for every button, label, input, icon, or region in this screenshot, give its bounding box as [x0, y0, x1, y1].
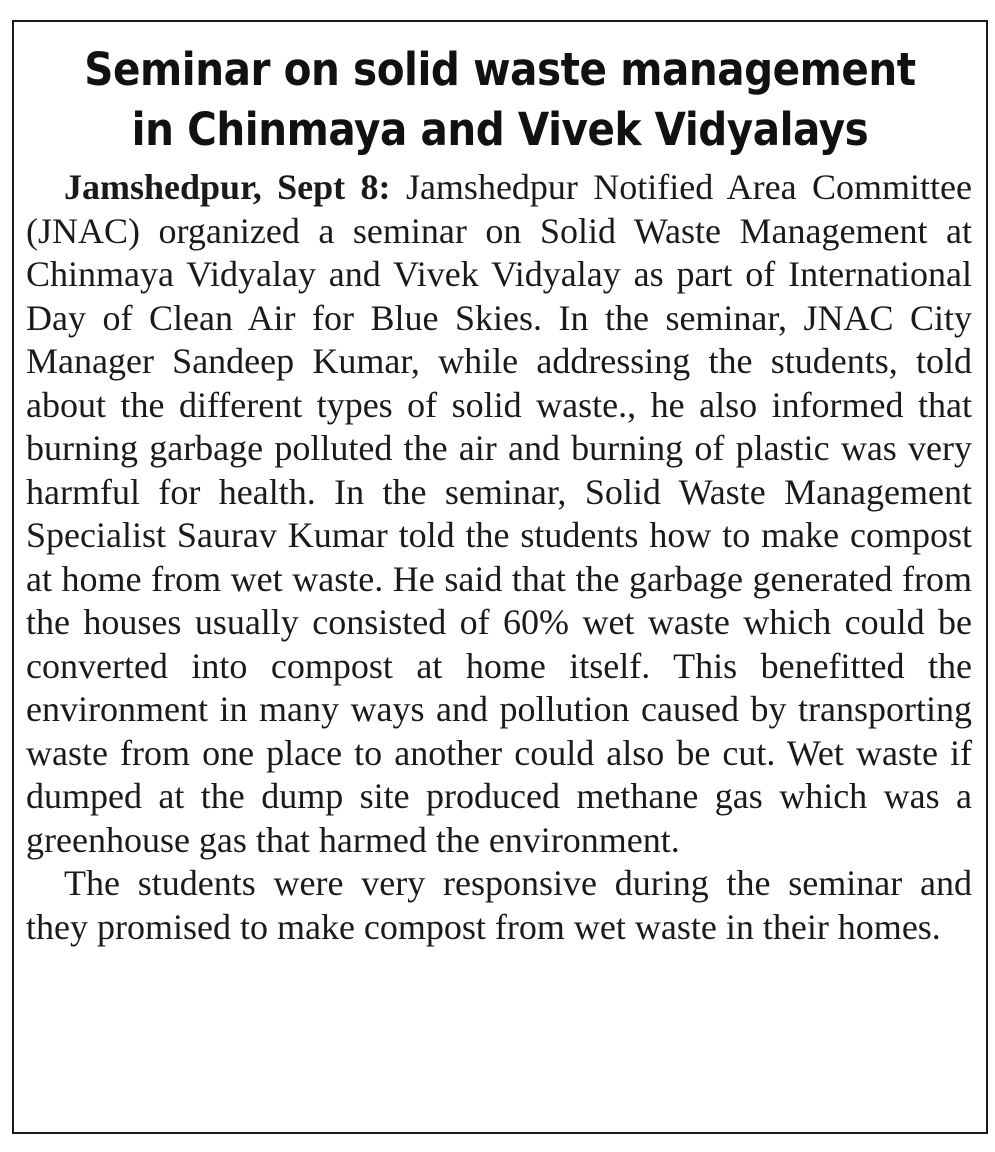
news-clipping: [12, 20, 988, 1134]
dateline: Jamshedpur, Sept 8:: [64, 167, 391, 207]
headline-line-2: in Chinmaya and Vivek Vidyalays: [131, 103, 869, 156]
article-body: [26, 166, 972, 949]
headline-line-1: Seminar on solid waste management: [84, 43, 916, 96]
headline: [63, 22, 938, 160]
paragraph-1: [26, 166, 972, 862]
paragraph-1-text: Jamshedpur Notified Area Committee (JNAC) organized a seminar on Solid Waste Management at Chinmaya Vidyalay and Vivek Vidyalay as part of International Day of Clean Air for Blue Skies. In the seminar, JNAC City Manager Sandeep Kumar, while addressing the students, told about the different types of solid waste., he also informed that burning garbage polluted the air and burning of plastic was very harmful for health. In the seminar, Solid Waste Management Specialist Saurav Kumar told the students how to make compost at home from wet waste. He said that the garbage generated from the houses usually consisted of 60% wet waste which could be converted into compost at home itself. This benefitted the environment in many ways and pollution caused by transporting waste from one place to another could also be cut. Wet waste if dumped at the dump site produced methane gas which was a greenhouse gas that harmed the environment.: [26, 167, 973, 860]
paragraph-2: The students were very responsive during the seminar and they promised to make compost from wet waste in their homes.: [26, 863, 972, 947]
